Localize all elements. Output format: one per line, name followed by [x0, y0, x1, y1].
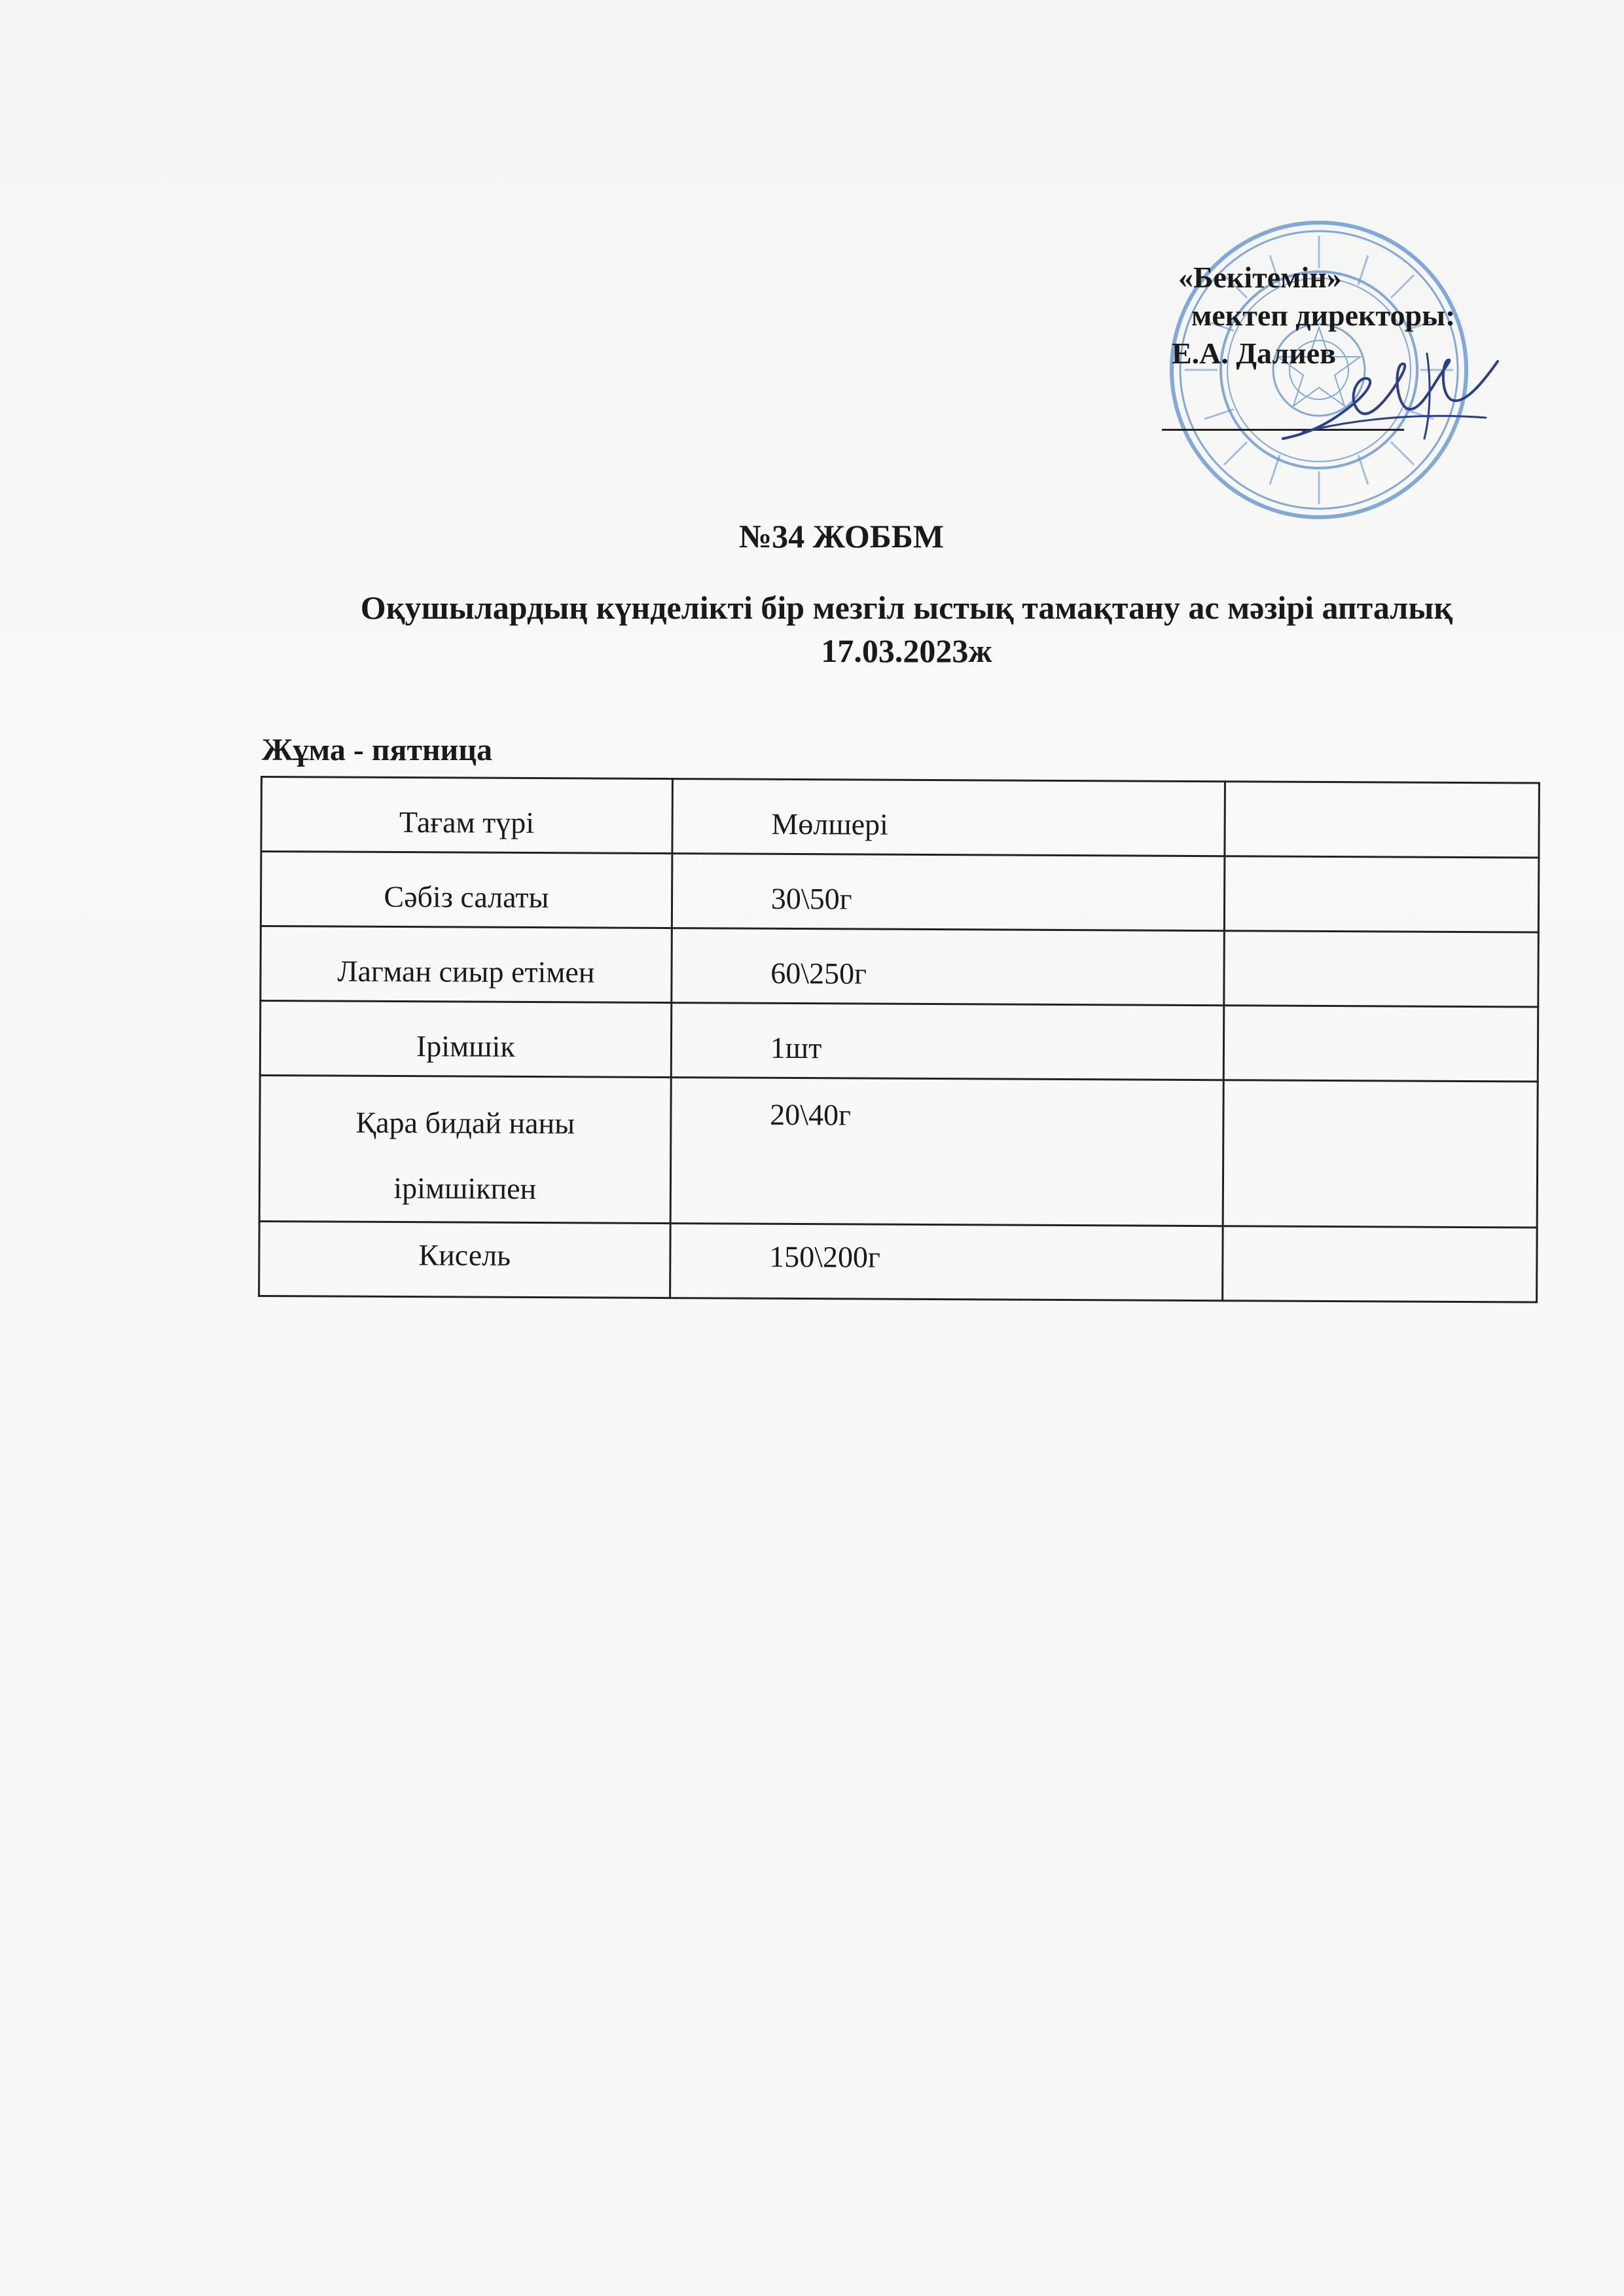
food-cell: Ірімшік [260, 1001, 671, 1078]
amount-cell: 150\200г [670, 1224, 1223, 1301]
table-header-row [261, 777, 1540, 858]
header-empty [1225, 782, 1539, 858]
menu-title [262, 586, 1551, 672]
header-food-type: Тағам түрі [261, 777, 672, 854]
food-cell: Кисель [259, 1221, 670, 1298]
approval-name: Е.А. Далиев [1172, 337, 1337, 370]
table-row [260, 1001, 1538, 1082]
approval-label: «Бекітемін» [1178, 261, 1342, 294]
empty-cell [1224, 1006, 1538, 1082]
approval-position: мектеп директоры: [1191, 299, 1456, 332]
table-row [261, 926, 1539, 1008]
table-row [259, 1221, 1538, 1302]
menu-date: 17.03.2023ж [821, 632, 992, 669]
amount-cell: 30\50г [672, 854, 1225, 931]
menu-title-text: Оқушылардың күнделікті бір мезгіл ыстық тамақтану ас мәзірі апталық [360, 589, 1453, 626]
empty-cell [1223, 1226, 1537, 1302]
table-row [259, 1076, 1538, 1228]
amount-cell: 1шт [671, 1003, 1224, 1080]
empty-cell [1223, 1080, 1538, 1228]
empty-cell [1224, 931, 1538, 1007]
handwritten-signature [1276, 340, 1506, 452]
header-amount: Мөлшері [672, 779, 1225, 856]
day-label: Жұма - пятница [262, 733, 492, 767]
amount-cell: 20\40г [670, 1078, 1224, 1226]
food-cell: Қара бидай наны ірімшікпен [259, 1076, 671, 1224]
empty-cell [1225, 856, 1539, 932]
school-name: №34 ЖОББМ [738, 518, 945, 555]
menu-table [258, 776, 1540, 1303]
table-row [261, 852, 1539, 933]
food-cell: Сәбіз салаты [261, 852, 672, 928]
food-cell: Лагман сиыр етімен [261, 926, 672, 1003]
amount-cell: 60\250г [672, 928, 1225, 1006]
